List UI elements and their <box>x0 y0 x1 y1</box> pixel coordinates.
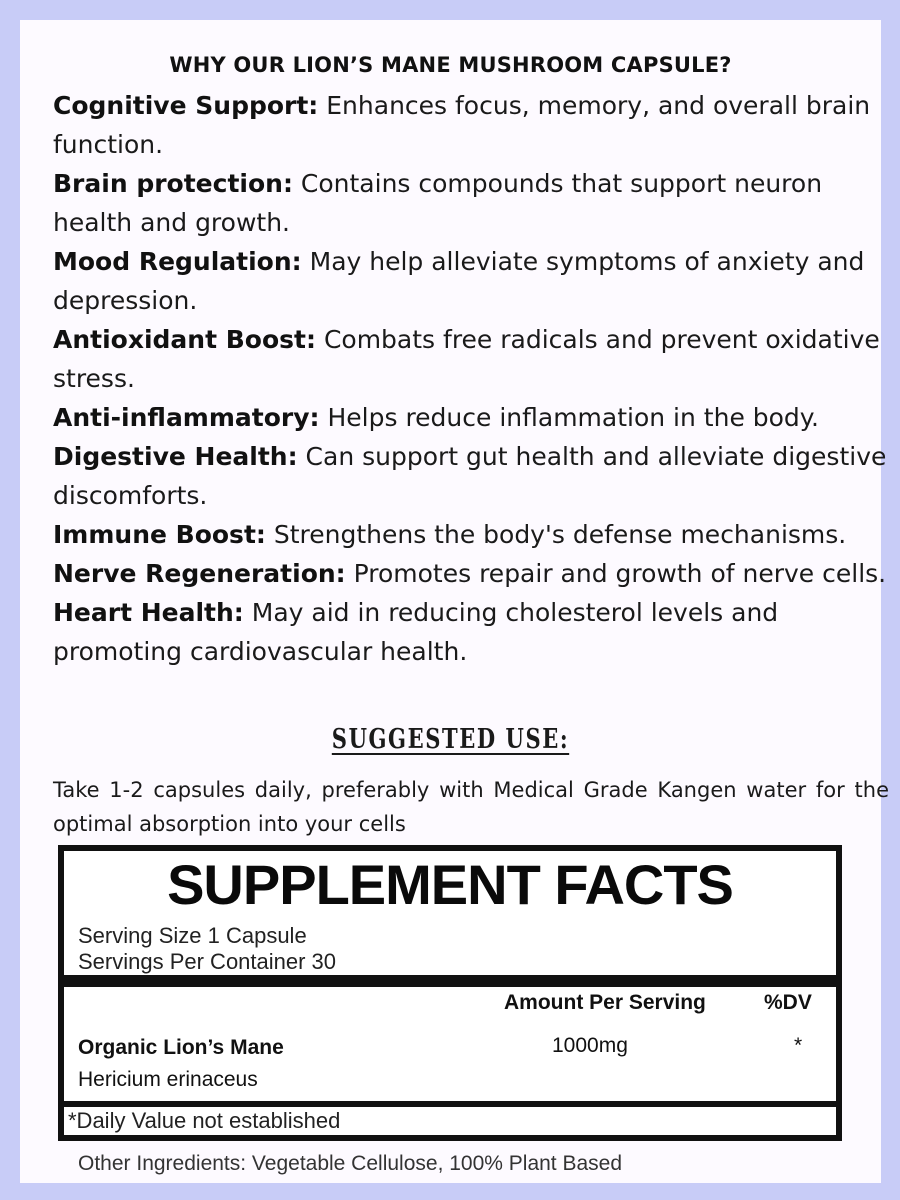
ingredient-name: Organic Lion’s Mane <box>78 1036 284 1059</box>
serving-info <box>78 923 336 975</box>
benefit-text: May aid in reducing cholesterol levels and promoting cardiovascular health. <box>53 598 779 666</box>
facts-title: SUPPLEMENT FACTS <box>167 853 733 916</box>
servings-per-container: Servings Per Container 30 <box>78 949 337 974</box>
benefit-text: Enhances focus, memory, and overall brain function. <box>53 91 871 159</box>
dv-column-header: %DV <box>764 991 812 1014</box>
benefit-text: Helps reduce inflammation in the body. <box>319 403 819 432</box>
benefit-item <box>53 554 898 593</box>
benefit-item <box>53 437 898 515</box>
other-ingredients: Other Ingredients: Vegetable Cellulose, 100% Plant Based <box>78 1152 623 1175</box>
suggested-use-heading <box>115 724 787 755</box>
benefit-item <box>53 242 898 320</box>
benefit-text: May help alleviate symptoms of anxiety and depression. <box>53 247 865 315</box>
benefit-title: Antioxidant Boost: <box>53 325 316 354</box>
benefit-title: Brain protection: <box>53 169 293 198</box>
benefit-text: Can support gut health and alleviate digestive discomforts. <box>53 442 887 510</box>
benefit-title: Mood Regulation: <box>53 247 302 276</box>
daily-value-note: *Daily Value not established <box>68 1108 341 1133</box>
ingredient-amount: 1000mg <box>552 1034 628 1057</box>
benefit-title: Heart Health: <box>53 598 244 627</box>
benefit-item <box>53 398 898 437</box>
benefit-title: Digestive Health: <box>53 442 298 471</box>
suggested-use-title: SUGGESTED USE: <box>331 724 570 755</box>
serving-size: Serving Size 1 Capsule <box>78 923 307 948</box>
benefit-text: Strengthens the body's defense mechanisms. <box>265 520 847 549</box>
amount-column-header: Amount Per Serving <box>504 991 706 1014</box>
benefits-list <box>53 86 898 671</box>
benefit-item <box>53 164 898 242</box>
benefit-title: Cognitive Support: <box>53 91 319 120</box>
benefit-text: Combats free radicals and prevent oxidative stress. <box>53 325 880 393</box>
facts-footer <box>64 1107 836 1135</box>
benefit-title: Anti-inflammatory: <box>53 403 320 432</box>
benefit-text: Promotes repair and growth of nerve cells. <box>345 559 887 588</box>
benefit-title: Immune Boost: <box>53 520 266 549</box>
suggested-use-text: Take 1-2 capsules daily, preferably with Medical Grade Kangen water for the optimal absorption into your cells <box>53 778 889 836</box>
ingredient-dv: * <box>794 1034 803 1057</box>
benefit-item <box>53 86 898 164</box>
benefit-item <box>53 593 898 671</box>
supplement-facts-panel <box>58 845 842 1141</box>
ingredient-latin-name: Hericium erinaceus <box>78 1068 258 1091</box>
facts-table <box>64 987 836 1101</box>
benefit-item <box>53 515 898 554</box>
benefit-title: Nerve Regeneration: <box>53 559 346 588</box>
facts-header <box>64 851 836 975</box>
benefit-text: Contains compounds that support neuron health and growth. <box>53 169 823 237</box>
benefit-item <box>53 320 898 398</box>
page-title: WHY OUR LION’S MANE MUSHROOM CAPSULE? <box>169 53 732 77</box>
